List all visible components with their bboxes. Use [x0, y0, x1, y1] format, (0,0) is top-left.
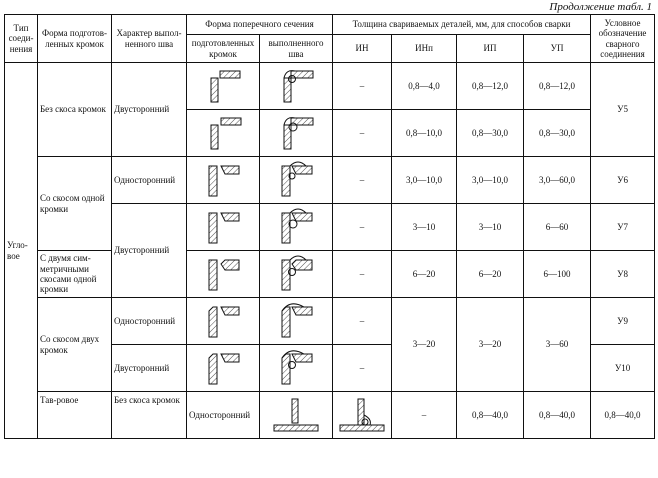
- designation-u6: У6: [591, 157, 655, 204]
- weld-joints-table: [4, 14, 655, 439]
- u6-inp: 3,0—10,0: [392, 157, 457, 204]
- group-tee-label: Тав-ровое: [38, 392, 112, 439]
- prep-two-symmetric: С двумя сим-метричными скосами одной кромки: [38, 251, 112, 298]
- char-double-u5: Двусторонний: [112, 63, 187, 157]
- corner-joint-edges-icon: [187, 110, 260, 157]
- u5b-ip: 0,8—30,0: [457, 110, 524, 157]
- u8-inp: 6—20: [392, 251, 457, 298]
- u6-up: 3,0—60,0: [524, 157, 591, 204]
- prep-tee-no-bevel: Без скоса кромок: [112, 392, 187, 439]
- char-single-t1: Односторонний: [187, 392, 260, 439]
- u5a-inp: 0,8—4,0: [392, 63, 457, 110]
- corner-joint-weld-icon: [260, 345, 333, 392]
- prep-one-bevel: Со скосом одной кромки: [38, 157, 112, 251]
- t1-in: –: [392, 392, 457, 439]
- designation-u5: У5: [591, 63, 655, 157]
- corner-joint-weld-icon: [260, 63, 333, 110]
- u6-in: –: [333, 157, 392, 204]
- header-completed-weld: выполненного шва: [260, 35, 333, 63]
- corner-joint-weld-icon: [260, 204, 333, 251]
- designation-u9: У9: [591, 298, 655, 345]
- corner-joint-weld-icon: [260, 251, 333, 298]
- u5b-up: 0,8—30,0: [524, 110, 591, 157]
- u8-ip: 6—20: [457, 251, 524, 298]
- header-method-ip: ИП: [457, 35, 524, 63]
- header-method-up: УП: [524, 35, 591, 63]
- header-weld-character: Характер выпол-ненного шва: [112, 15, 187, 63]
- corner-joint-edges-icon: [187, 345, 260, 392]
- tee-joint-edges-icon: [260, 392, 333, 439]
- header-method-in: ИН: [333, 35, 392, 63]
- header-joint-type: Тип соеди-нения: [5, 15, 38, 63]
- u5a-in: –: [333, 63, 392, 110]
- header-cross-section: Форма поперечного сечения: [187, 15, 333, 35]
- u5a-ip: 0,8—12,0: [457, 63, 524, 110]
- corner-joint-edges-icon: [187, 204, 260, 251]
- t1-up: 0,8—40,0: [591, 392, 655, 439]
- header-prepared-edges: подготовленных кромок: [187, 35, 260, 63]
- t1-inp: 0,8—40,0: [457, 392, 524, 439]
- u9u10-up: 3—60: [524, 298, 591, 392]
- corner-joint-weld-icon: [260, 157, 333, 204]
- corner-joint-weld-icon: [260, 298, 333, 345]
- group-corner-label: Угло-вое: [5, 63, 38, 439]
- header-method-inp: ИНп: [392, 35, 457, 63]
- header-edge-prep: Форма подготов-ленных кромок: [38, 15, 112, 63]
- designation-u8: У8: [591, 251, 655, 298]
- prep-no-bevel: Без скоса кромок: [38, 63, 112, 157]
- char-single-u9: Односторонний: [112, 298, 187, 345]
- t1-ip: 0,8—40,0: [524, 392, 591, 439]
- u8-in: –: [333, 251, 392, 298]
- u9-in: –: [333, 298, 392, 345]
- u7-inp: 3—10: [392, 204, 457, 251]
- header-designation: Условное обозначение сварного соединения: [591, 15, 655, 63]
- prep-two-bevel: Со скосом двух кромок: [38, 298, 112, 392]
- header-thickness: Толщина свариваемых деталей, мм, для способов сварки: [333, 15, 591, 35]
- char-single-u6: Односторонний: [112, 157, 187, 204]
- char-double-u10: Двусторонний: [112, 345, 187, 392]
- corner-joint-edges-icon: [187, 298, 260, 345]
- corner-joint-edges-icon: [187, 251, 260, 298]
- u8-up: 6—100: [524, 251, 591, 298]
- u10-in: –: [333, 345, 392, 392]
- u7-up: 6—60: [524, 204, 591, 251]
- u7-ip: 3—10: [457, 204, 524, 251]
- u7-in: –: [333, 204, 392, 251]
- corner-joint-weld-icon: [260, 110, 333, 157]
- u9u10-ip: 3—20: [457, 298, 524, 392]
- corner-joint-edges-icon: [187, 63, 260, 110]
- u6-ip: 3,0—10,0: [457, 157, 524, 204]
- char-double-u7u8: Двусторонний: [112, 204, 187, 298]
- u5b-in: –: [333, 110, 392, 157]
- corner-joint-edges-icon: [187, 157, 260, 204]
- table-continuation-caption: Продолжение табл. 1: [549, 1, 652, 13]
- u9u10-inp: 3—20: [392, 298, 457, 392]
- u5a-up: 0,8—12,0: [524, 63, 591, 110]
- designation-u7: У7: [591, 204, 655, 251]
- u5b-inp: 0,8—10,0: [392, 110, 457, 157]
- tee-joint-weld-icon: [333, 392, 392, 439]
- designation-u10: У10: [591, 345, 655, 392]
